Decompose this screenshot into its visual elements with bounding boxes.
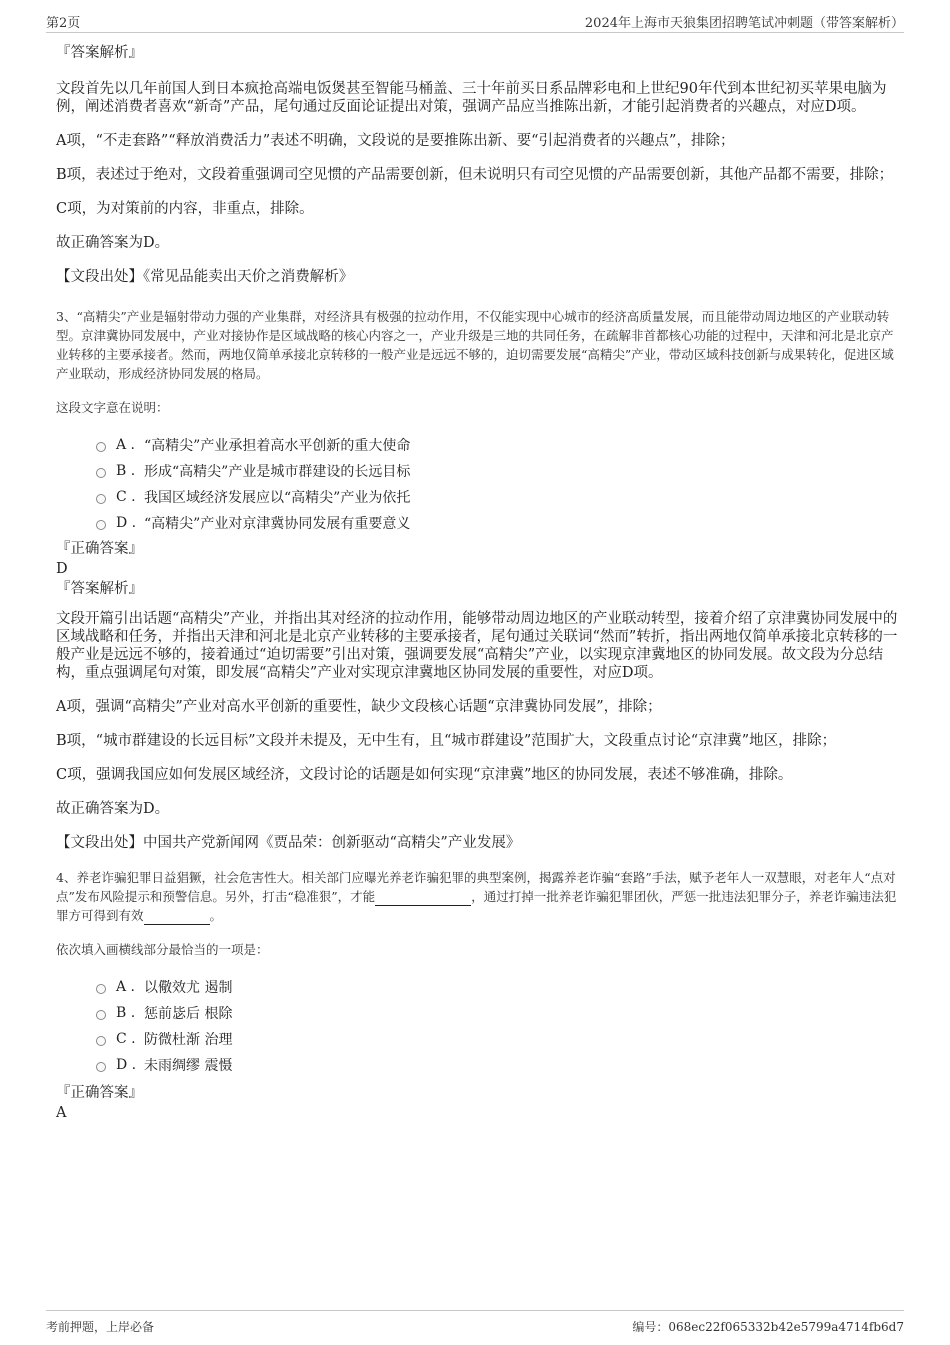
document-id: 编号：068ec22f065332b42e5799a4714fb6d7 xyxy=(632,1320,904,1334)
option-text: “高精尖”产业对京津冀协同发展有重要意义 xyxy=(144,516,411,532)
question-4-options xyxy=(56,974,902,1078)
question-3-prompt: 这段文字意在说明： xyxy=(56,400,169,415)
analysis-option-c: C项，为对策前的内容，非重点，排除。 xyxy=(56,201,314,217)
option-text: 防微杜渐 治理 xyxy=(144,1032,233,1048)
radio-button-icon[interactable] xyxy=(96,520,106,530)
stem-text-1: 4、养老诈骗犯罪日益猖獗，社会危害性大。相关部门应曝光养老诈骗犯罪的典型案例，揭露养老诈骗“套路”手法，赋予老年人一双慧眼，对老年人“点对点”发布风险提示和预警信息。另外，打击“稳准狠”，才能 xyxy=(56,870,896,904)
question-4-prompt: 依次填入画横线部分最恰当的一项是： xyxy=(56,942,269,957)
stem-text-3: 。 xyxy=(209,908,223,923)
source-citation: 【文段出处】《常见品能卖出天价之消费解析》 xyxy=(56,269,354,285)
source-citation: 【文段出处】中国共产党新闻网《贾品荣：创新驱动“高精尖”产业发展》 xyxy=(56,835,521,851)
question-4-option-d[interactable] xyxy=(96,1052,902,1078)
question-3-options xyxy=(56,432,902,536)
analysis-paragraph: 文段开篇引出话题“高精尖”产业，并指出其对经济的拉动作用，能够带动周边地区的产业联动转型，接着介绍了京津冀协同发展中的区域战略和任务，并指出天津和河北是北京产业转移的主要承接者，尾句通过关联词“然而”转折，指出两地仅简单承接北京转移的一般产业是远远不够的，接着通过“迫切需要”引出对策，强调要发展“高精尖”产业，以实现京津冀地区的协同发展。故文段为分总结构，重点强调尾句对策，即发展“高精尖”产业对实现京津冀地区协同发展的重要性，对应D项。 xyxy=(56,611,898,681)
radio-button-icon[interactable] xyxy=(96,1062,106,1072)
analysis-option-a: A项，“不走套路”“释放消费活力”表述不明确，文段说的是要推陈出新、要“引起消费者的兴趣点”，排除； xyxy=(56,133,735,149)
page-number: 第2页 xyxy=(46,16,81,31)
analysis-paragraph: 文段首先以几年前国人到日本疯抢高端电饭煲甚至智能马桶盖、三十年前买日系品牌彩电和上世纪90年代到本世纪初买苹果电脑为例，阐述消费者喜欢“新奇”产品，尾句通过反面论证提出对策，强调产品应当推陈出新，才能引起消费者的兴趣点，对应D项。 xyxy=(56,81,887,115)
analysis-option-c: C项，强调我国应如何发展区域经济，文段讨论的话题是如何实现“京津冀”地区的协同发展，表述不够准确，排除。 xyxy=(56,767,793,783)
main-content xyxy=(56,44,902,1122)
option-letter: C . xyxy=(116,1031,136,1047)
question-3-option-b[interactable] xyxy=(96,458,902,484)
radio-button-icon[interactable] xyxy=(96,494,106,504)
correct-answer: D xyxy=(56,561,68,577)
correct-answer: A xyxy=(56,1105,67,1121)
question-4-option-c[interactable] xyxy=(96,1026,902,1052)
option-letter: B . xyxy=(116,463,136,479)
correct-answer-label: 『正确答案』 xyxy=(56,1085,143,1101)
option-letter: A . xyxy=(116,437,136,453)
page-footer xyxy=(46,1310,904,1335)
option-text: 未雨绸缪 震慑 xyxy=(144,1058,233,1074)
option-text: 我国区域经济发展应以“高精尖”产业为依托 xyxy=(144,490,411,506)
document-title: 2024年上海市天狼集团招聘笔试冲刺题（带答案解析） xyxy=(584,16,904,31)
option-letter: B . xyxy=(116,1005,136,1021)
analysis-label: 『答案解析』 xyxy=(56,581,143,597)
option-text: “高精尖”产业承担着高水平创新的重大使命 xyxy=(144,438,411,454)
analysis-option-a: A项，强调“高精尖”产业对高水平创新的重要性，缺少文段核心话题“京津冀协同发展”，排除； xyxy=(56,699,662,715)
option-letter: A . xyxy=(116,979,136,995)
question-3-option-a[interactable] xyxy=(96,432,902,458)
analysis-option-b: B项，“城市群建设的长远目标”文段并未提及，无中生有，且“城市群建设”范围扩大，文段重点讨论“京津冀”地区，排除； xyxy=(56,733,837,749)
stem-text-2: ，通过打掉一批养老诈骗犯罪团伙，严惩一批违法犯罪分子，养老诈骗违法犯罪方可得到有效 xyxy=(56,889,897,923)
radio-button-icon[interactable] xyxy=(96,442,106,452)
analysis-conclusion: 故正确答案为D。 xyxy=(56,801,170,817)
analysis-conclusion: 故正确答案为D。 xyxy=(56,235,170,251)
option-text: 形成“高精尖”产业是城市群建设的长远目标 xyxy=(144,464,411,480)
option-text: 以儆效尤 遏制 xyxy=(144,980,233,996)
question-3-stem: 3、“高精尖”产业是辐射带动力强的产业集群，对经济具有极强的拉动作用，不仅能实现中心城市的经济高质量发展，而且能带动周边地区的产业联动转型。京津冀协同发展中，产业对接协作是区域战略的核心内容之一，产业升级是三地的共同任务，在疏解非首都核心功能的过程中，天津和河北是北京产业转移的主要承接者。然而，两地仅简单承接北京转移的一般产业是远远不够的，迫切需要发展“高精尖”产业，带动区域科技创新与成果转化，促进区域产业联动，形成经济协同发展的格局。 xyxy=(56,309,894,381)
question-3-option-c[interactable] xyxy=(96,484,902,510)
fill-blank-2 xyxy=(144,910,210,925)
option-letter: C . xyxy=(116,489,136,505)
fill-blank-1 xyxy=(375,891,471,906)
radio-button-icon[interactable] xyxy=(96,1036,106,1046)
correct-answer-label: 『正确答案』 xyxy=(56,541,143,557)
option-letter: D . xyxy=(116,1057,137,1073)
radio-button-icon[interactable] xyxy=(96,984,106,994)
option-text: 惩前毖后 根除 xyxy=(144,1006,233,1022)
option-letter: D . xyxy=(116,515,137,531)
radio-button-icon[interactable] xyxy=(96,468,106,478)
analysis-option-b: B项，表述过于绝对，文段着重强调司空见惯的产品需要创新，但未说明只有司空见惯的产品需要创新，其他产品都不需要，排除； xyxy=(56,167,894,183)
analysis-label: 『答案解析』 xyxy=(56,45,143,61)
question-3-option-d[interactable] xyxy=(96,510,902,536)
question-4-option-b[interactable] xyxy=(96,1000,902,1026)
radio-button-icon[interactable] xyxy=(96,1010,106,1020)
footer-slogan: 考前押题，上岸必备 xyxy=(46,1320,155,1334)
question-4-option-a[interactable] xyxy=(96,974,902,1000)
question-4-stem xyxy=(56,868,902,925)
page-header xyxy=(46,12,904,33)
